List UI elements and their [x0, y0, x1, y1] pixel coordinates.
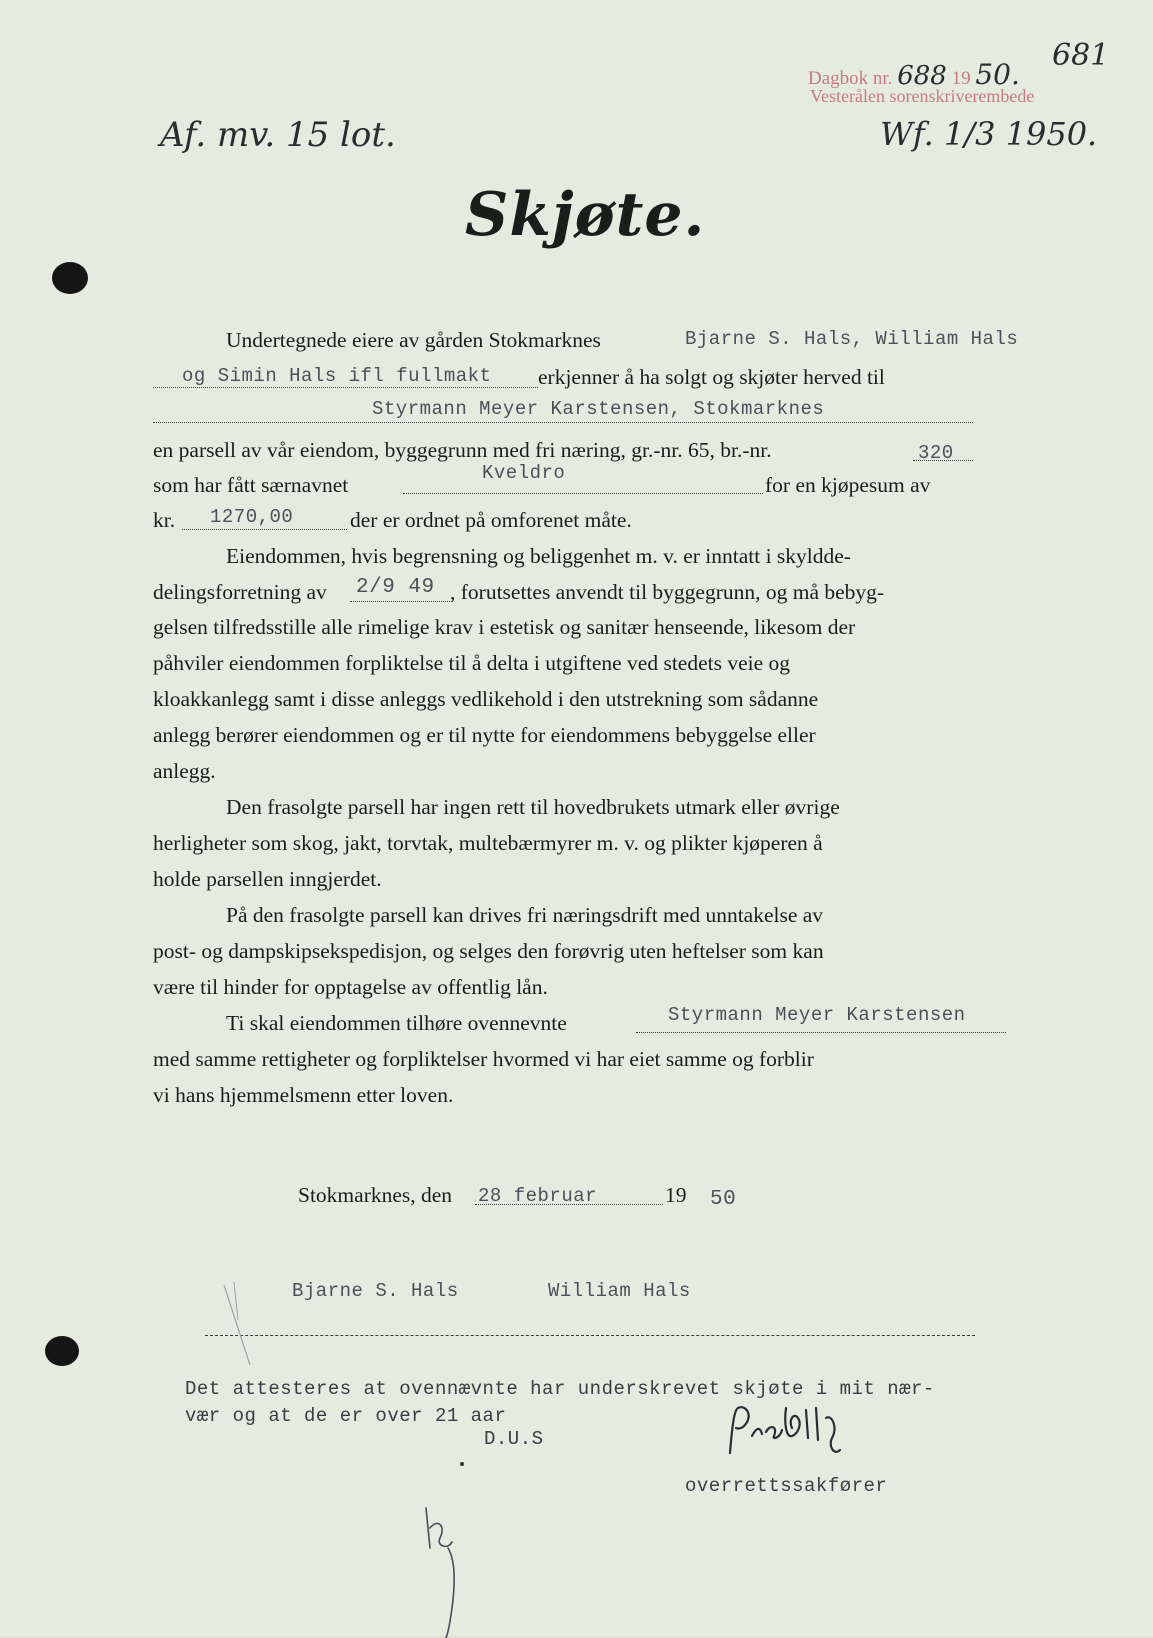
- p2-line6: anlegg berører eiendommen og er til nytte for eiendommens bebyggelse eller: [153, 723, 816, 747]
- p2-line1: Eiendommen, hvis begrensning og beliggenhet m. v. er inntatt i skyldde-: [226, 544, 851, 568]
- date-century: 19: [665, 1183, 687, 1207]
- p1-line5-text-a: som har fått særnavnet: [153, 473, 349, 497]
- p5-line2: med samme rettigheter og forpliktelser hvormed vi har eiet samme og forblir: [153, 1047, 814, 1071]
- property-name: Kveldro: [482, 462, 566, 484]
- partition-date: 2/9 49: [356, 576, 435, 599]
- attestation-line2: vær og at de er over 21 aar: [185, 1405, 507, 1427]
- p5-line3: vi hans hjemmelsmenn etter loven.: [153, 1083, 454, 1107]
- diary-stamp-prefix: Dagbok nr.: [808, 68, 893, 89]
- pencil-strokes: [220, 1280, 260, 1370]
- p5-buyer-name: Styrmann Meyer Karstensen: [668, 1004, 966, 1026]
- margin-note-right: Wf. 1/3 1950.: [880, 115, 1098, 153]
- attestation-line3: D.U.S: [484, 1428, 544, 1450]
- p3-line1: Den frasolgte parsell har ingen rett til hovedbrukets utmark eller øvrige: [226, 795, 840, 819]
- purchase-price: 1270,00: [210, 506, 294, 528]
- punch-hole-top: [52, 262, 88, 294]
- p4-line2: post- og dampskipsekspedisjon, og selges den forøvrig uten heftelser som kan: [153, 939, 824, 963]
- p1-line2-sellers: og Simin Hals ifl fullmakt: [182, 365, 492, 387]
- br-number: 320: [918, 442, 954, 464]
- diary-number: 688: [897, 61, 947, 91]
- attestation-title: overrettssakfører: [685, 1475, 888, 1497]
- attestation-line1: Det attesteres at ovennævnte har underskrevet skjøte i mit nær-: [185, 1378, 935, 1400]
- p4-line1: På den frasolgte parsell kan drives fri næringsdrift med unntakelse av: [226, 903, 824, 927]
- p2-line2-text-b: , forutsettes anvendt til byggegrunn, og må bebyg-: [450, 580, 885, 604]
- date-day-month: 28 februar: [478, 1185, 598, 1207]
- p1-line4-text: en parsell av vår eiendom, byggegrunn med fri næring, gr.-nr. 65, br.-nr.: [153, 438, 772, 462]
- p3-line3: holde parsellen inngjerdet.: [153, 867, 382, 891]
- p1-line3-dotfill: [153, 422, 973, 423]
- p1-line2-text: erkjenner å ha solgt og skjøter herved til: [538, 365, 885, 389]
- p1-line6-text-a: kr.: [153, 508, 176, 532]
- diary-year: 50.: [975, 58, 1020, 91]
- diary-stamp-line2: Vesterålen sorenskriverembede: [810, 86, 1035, 106]
- p1-line6-text-b: der er ordnet på omforenet måte.: [350, 508, 632, 532]
- p4-line3: være til hinder for opptagelse av offentlig lån.: [153, 975, 548, 999]
- diary-year-prefix: 19: [951, 68, 971, 89]
- document-title: Skjøte.: [465, 180, 706, 250]
- p2-line4: påhviler eiendommen forpliktelse til å delta i utgiftene ved stedets veie og: [153, 651, 791, 675]
- p2-line3: gelsen tilfredsstille alle rimelige krav i estetisk og sanitær henseende, likesom der: [153, 615, 856, 639]
- p2-line2-text-a: delingsforretning av: [153, 580, 327, 604]
- date-year: 50: [710, 1188, 737, 1211]
- p2-line7: anlegg.: [153, 759, 216, 783]
- signer-1: Bjarne S. Hals: [292, 1280, 459, 1302]
- margin-note-left: Af. mv. 15 lot.: [160, 115, 396, 155]
- p2-line2-dotfill: [350, 601, 450, 602]
- p5-line1-text: Ti skal eiendommen tilhøre ovennevnte: [226, 1011, 567, 1035]
- date-place: Stokmarknes, den: [298, 1183, 453, 1207]
- p5-line1-dotfill: [636, 1032, 1006, 1033]
- p2-line5: kloakkanlegg samt i disse anleggs vedlikehold i den utstrekning som sådanne: [153, 687, 819, 711]
- p1-line1-text: Undertegnede eiere av gården Stokmarknes: [226, 328, 601, 352]
- buyer-name: Styrmann Meyer Karstensen, Stokmarknes: [372, 398, 825, 420]
- p1-line1-sellers: Bjarne S. Hals, William Hals: [685, 328, 1019, 350]
- signature-line: [205, 1335, 975, 1336]
- p1-line5-text-b: for en kjøpesum av: [765, 473, 931, 497]
- signer-2: William Hals: [548, 1280, 691, 1302]
- p1-line5-dotfill: [403, 493, 763, 494]
- p1-line6-dotfill: [182, 529, 347, 530]
- p3-line2: herligheter som skog, jakt, torvtak, multebærmyrer m. v. og plikter kjøperen å: [153, 831, 823, 855]
- ink-speck: [460, 1462, 464, 1466]
- pencil-initials: [418, 1488, 478, 1638]
- p1-line2-dotfill: [153, 387, 538, 388]
- punch-hole-bottom: [45, 1336, 79, 1366]
- page-reference: 681: [1052, 38, 1110, 73]
- lawyer-signature: [722, 1398, 902, 1468]
